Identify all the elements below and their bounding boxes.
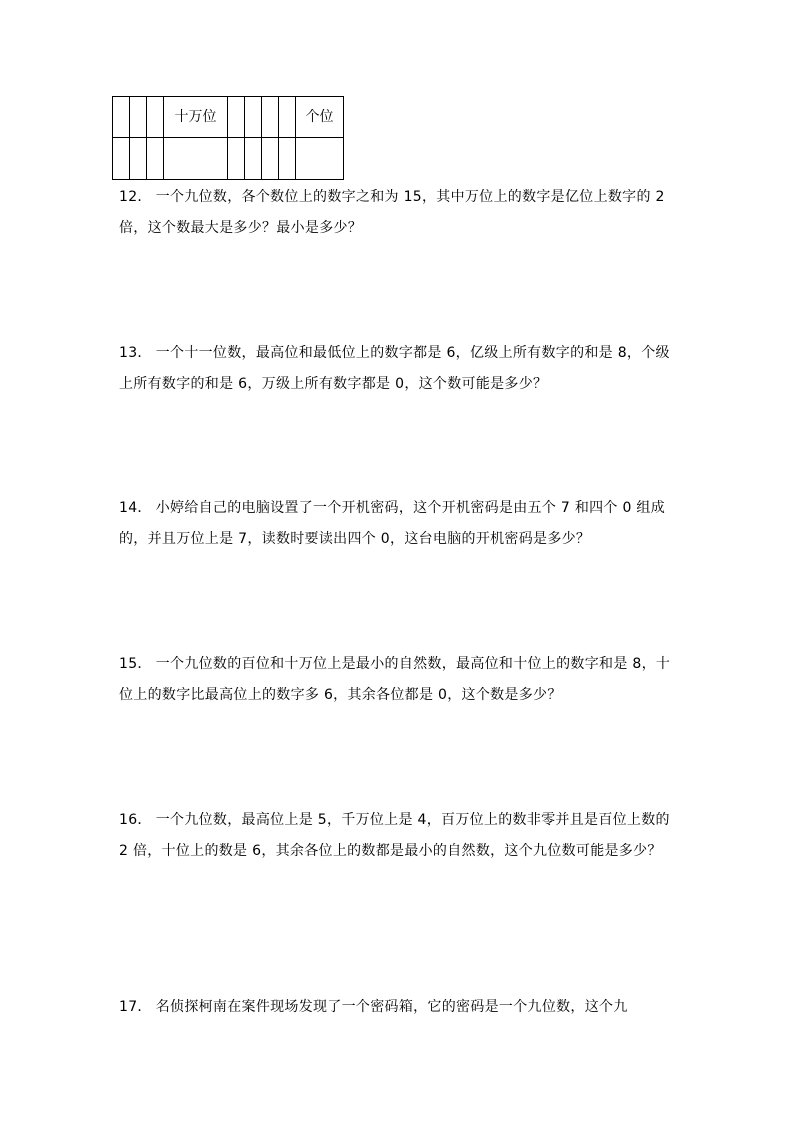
table-cell xyxy=(245,97,262,138)
question-text: 一个十一位数，最高位和最低位上的数字都是 6，亿级上所有数字的和是 8，个级上所有数字的和是 6，万级上所有数字都是 0，这个数可能是多少？ xyxy=(119,345,670,392)
table-cell xyxy=(279,97,296,138)
question-17 xyxy=(119,992,679,1023)
table-cell xyxy=(228,97,245,138)
table-cell xyxy=(228,138,245,180)
table-cell-hundred-thousands: 十万位 xyxy=(164,97,228,138)
table-cell xyxy=(296,138,344,180)
question-14 xyxy=(119,493,679,555)
question-number: 14． xyxy=(119,500,152,516)
table-cell xyxy=(113,138,130,180)
question-text: 一个九位数，各个数位上的数字之和为 15，其中万位上的数字是亿位上数字的 2 倍，这个数最大是多少？最小是多少？ xyxy=(119,189,665,236)
question-text: 一个九位数的百位和十万位上是最小的自然数，最高位和十位上的数字和是 8，十位上的数字比最高位上的数字多 6，其余各位都是 0，这个数是多少？ xyxy=(119,656,671,703)
table-blank-row xyxy=(113,138,344,180)
table-cell xyxy=(164,138,228,180)
question-number: 15． xyxy=(119,656,152,672)
question-13 xyxy=(119,338,679,400)
table-cell xyxy=(245,138,262,180)
table-cell-ones: 个位 xyxy=(296,97,344,138)
table-cell xyxy=(147,138,164,180)
question-text: 名侦探柯南在案件现场发现了一个密码箱，它的密码是一个九位数，这个九 xyxy=(155,999,628,1015)
table-cell xyxy=(130,97,147,138)
table-cell xyxy=(262,138,279,180)
question-number: 17． xyxy=(119,999,152,1015)
question-text: 小婷给自己的电脑设置了一个开机密码，这个开机密码是由五个 7 和四个 0 组成的，并且万位上是 7，读数时要读出四个 0，这台电脑的开机密码是多少？ xyxy=(119,500,666,547)
question-16 xyxy=(119,805,679,867)
question-number: 13． xyxy=(119,345,152,361)
table-header-row xyxy=(113,97,344,138)
question-15 xyxy=(119,649,679,711)
table-cell xyxy=(113,97,130,138)
table-cell xyxy=(262,97,279,138)
question-text: 一个九位数，最高位上是 5，千万位上是 4，百万位上的数非零并且是百位上数的 2 倍，十位上的数是 6，其余各位上的数都是最小的自然数，这个九位数可能是多少？ xyxy=(119,812,670,859)
question-12 xyxy=(119,182,679,244)
question-number: 16． xyxy=(119,812,152,828)
table-cell xyxy=(130,138,147,180)
table-cell xyxy=(147,97,164,138)
table-cell xyxy=(279,138,296,180)
place-value-table xyxy=(112,96,344,180)
question-number: 12． xyxy=(119,189,152,205)
